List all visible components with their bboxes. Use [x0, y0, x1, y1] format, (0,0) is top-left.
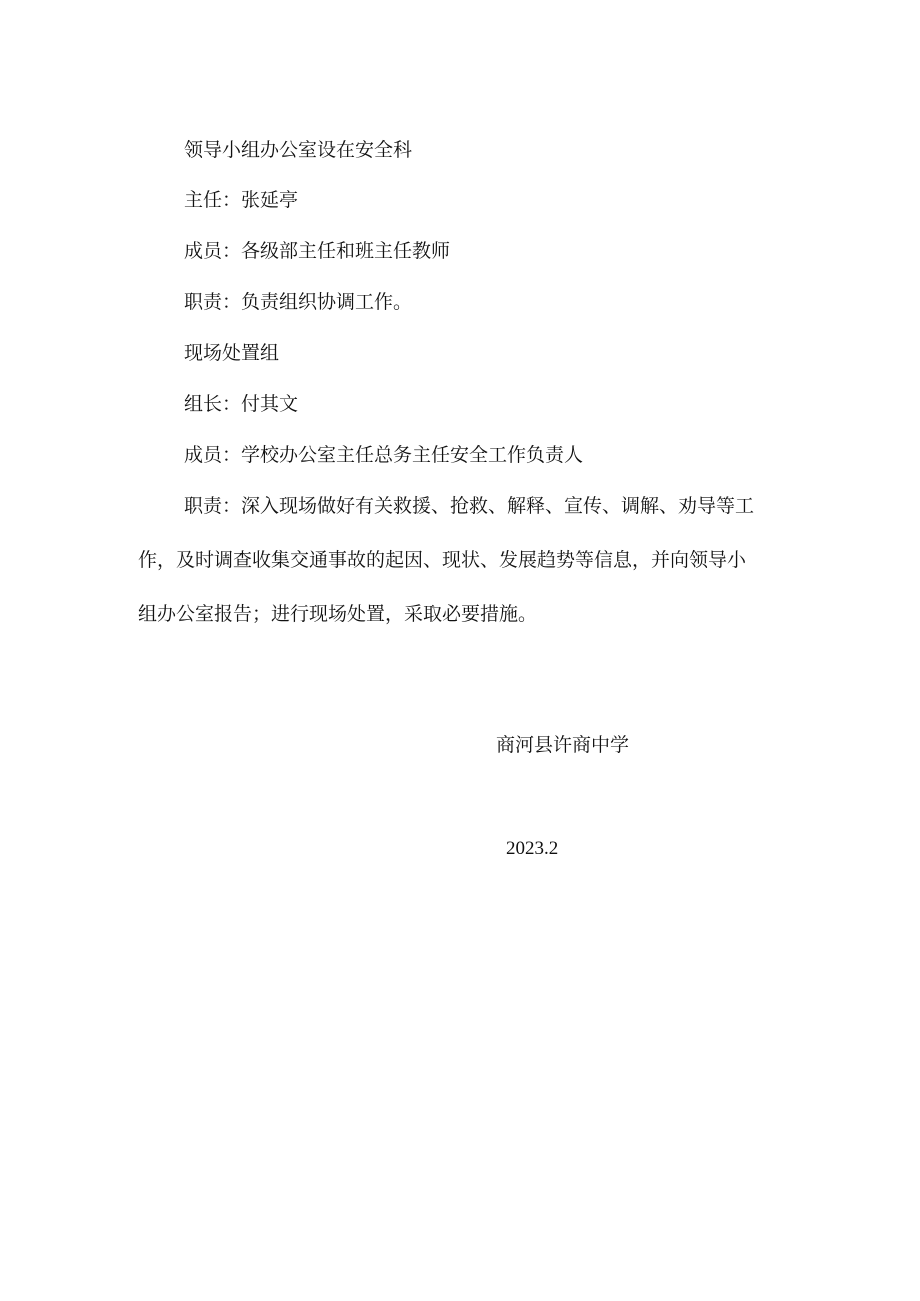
paragraph-director: 主任：张延亭 — [184, 189, 299, 211]
paragraph-group-leader: 组长：付其文 — [184, 393, 299, 415]
signature-organization: 商河县许商中学 — [496, 734, 630, 756]
duty-line-3: 组办公室报告；进行现场处置，采取必要措施。 — [138, 603, 538, 625]
signature-date: 2023.2 — [506, 838, 559, 859]
paragraph-duty-2 — [138, 494, 788, 626]
paragraph-office-location: 领导小组办公室设在安全科 — [184, 139, 413, 161]
paragraph-members-1: 成员：各级部主任和班主任教师 — [184, 240, 451, 262]
duty-line-2: 作，及时调查收集交通事故的起因、现状、发展趋势等信息，并向领导小 — [138, 549, 747, 571]
duty-line-1: 职责：深入现场做好有关救援、抢救、解释、宣传、调解、劝导等工 — [184, 495, 755, 517]
paragraph-members-2: 成员：学校办公室主任总务主任安全工作负责人 — [184, 444, 584, 466]
paragraph-onsite-group-heading: 现场处置组 — [184, 342, 280, 364]
paragraph-duty-1: 职责：负责组织协调工作。 — [184, 291, 413, 313]
